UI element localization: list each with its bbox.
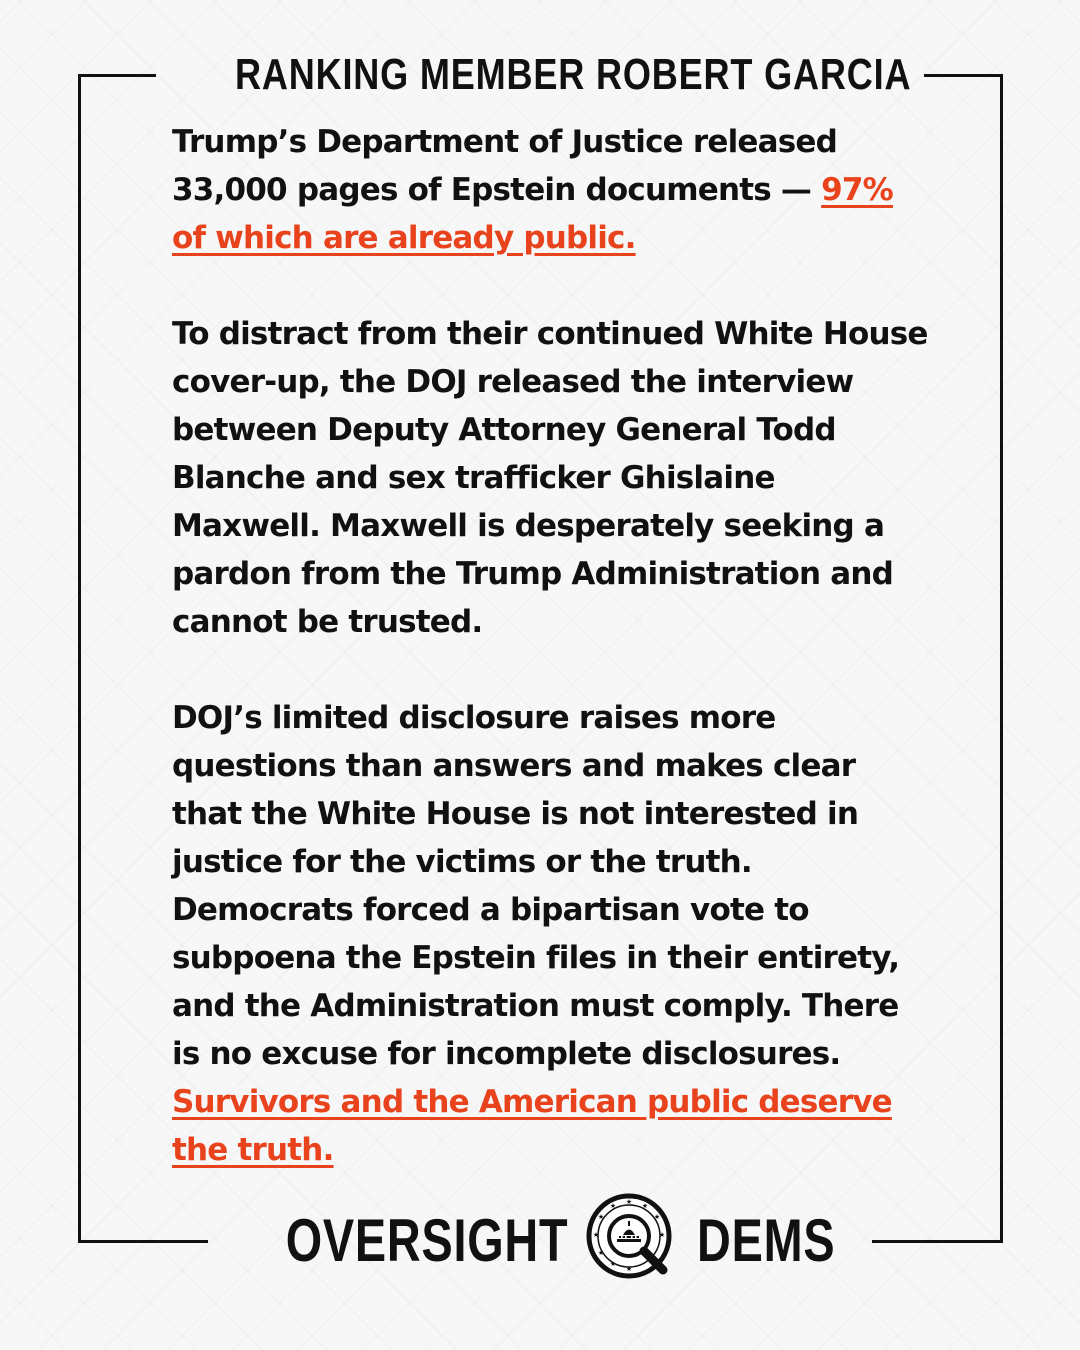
paragraph-3-text: DOJ’s limited disclosure raises more questions than answers and makes clear that the White House is not interested in justice for the victims or the truth. Democrats forced a bipartisan vote to subpoena the Epstein files in their entirety, and the Administration must comply. There is no excuse for incomplete disclosures.: [172, 700, 900, 1072]
page-title: RANKING MEMBER ROBERT GARCIA: [234, 50, 912, 99]
frame-top-left-line: [78, 74, 156, 77]
svg-text:★: ★: [653, 1213, 660, 1221]
frame-left-line: [78, 74, 81, 1243]
svg-text:★: ★: [609, 1260, 616, 1268]
frame-bottom-left-line: [78, 1240, 208, 1243]
statement-paragraph-2: [172, 310, 932, 646]
svg-text:★: ★: [597, 1213, 604, 1221]
svg-text:★: ★: [597, 1249, 604, 1257]
frame-top-right-line: [924, 74, 1003, 77]
svg-text:★: ★: [592, 1231, 599, 1239]
svg-text:★: ★: [625, 1265, 632, 1273]
svg-text:★: ★: [658, 1231, 665, 1239]
svg-text:★: ★: [641, 1202, 648, 1210]
statement-paragraph-1: [172, 118, 932, 262]
already-public-link[interactable]: 97% of which are already public.: [172, 172, 893, 256]
oversight-dems-logo: [240, 1190, 840, 1290]
deserve-truth-link[interactable]: Survivors and the American public deserve the truth.: [172, 1084, 892, 1168]
paragraph-1-text: Trump’s Department of Justice released 33,000 pages of Epstein documents —: [172, 124, 838, 208]
svg-text:★: ★: [609, 1202, 616, 1210]
statement-body: [172, 118, 932, 1174]
statement-paragraph-3: [172, 694, 932, 1174]
logo-word-oversight: OVERSIGHT: [285, 1206, 569, 1274]
logo-word-dems: DEMS: [696, 1206, 835, 1274]
magnifier-capitol-seal-icon: [583, 1190, 683, 1290]
paragraph-2-text: To distract from their continued White House cover-up, the DOJ released the interview between Deputy Attorney General Todd Blanche and sex trafficker Ghislaine Maxwell. Maxwell is desperately seeking a pardon from the Trump Administration and cannot be trusted.: [172, 316, 928, 640]
frame-right-line: [1000, 74, 1003, 1243]
svg-text:★: ★: [625, 1198, 632, 1206]
frame-bottom-right-line: [872, 1240, 1003, 1243]
